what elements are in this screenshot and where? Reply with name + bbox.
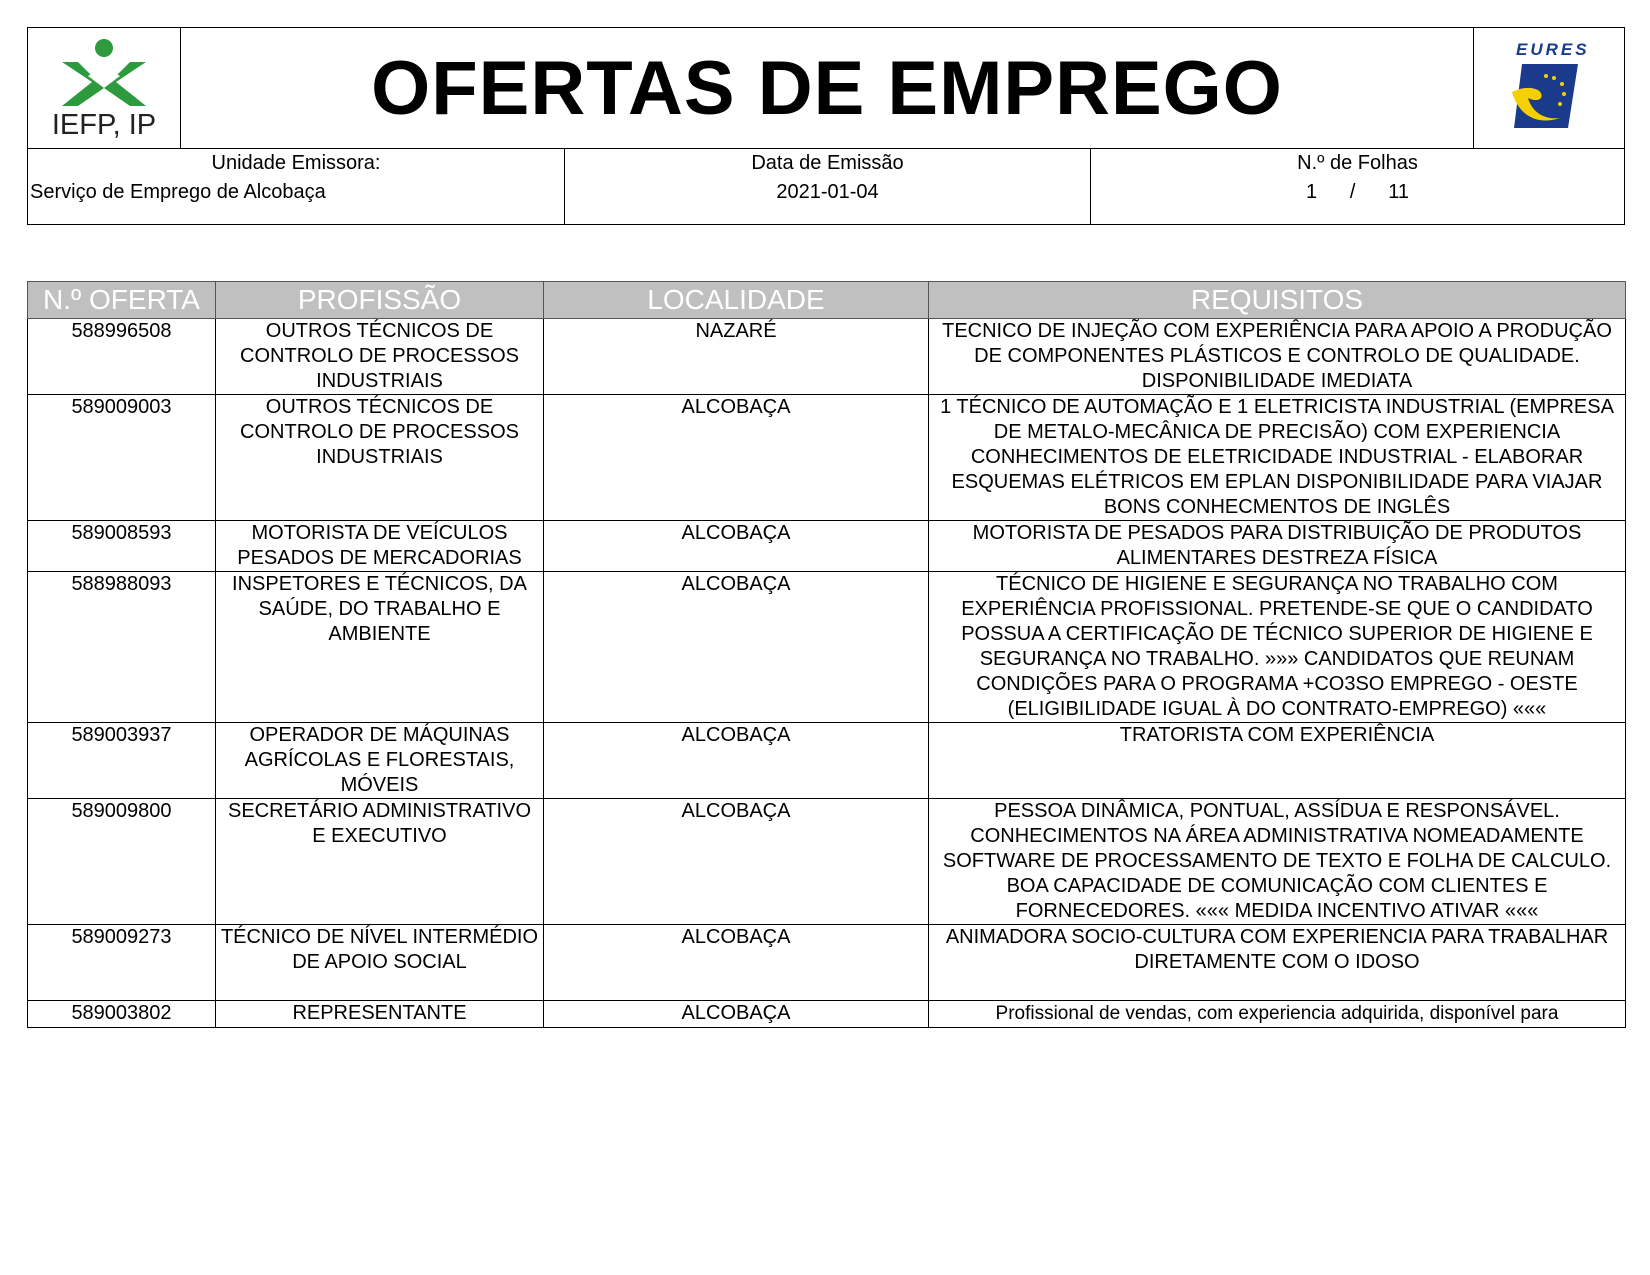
requisitos-cell: Profissional de vendas, com experiencia adquirida, disponível para [929,1001,1626,1028]
folha-atual: 1 [1305,181,1318,203]
unidade-value: Serviço de Emprego de Alcobaça [30,181,326,203]
localidade-cell: ALCOBAÇA [544,395,929,521]
header-profissao: PROFISSÃO [216,282,544,319]
table-row [28,319,1626,395]
requisitos-cell: TRATORISTA COM EXPERIÊNCIA [929,723,1626,799]
oferta-cell: 589003937 [28,723,216,799]
requisitos-cell: ANIMADORA SOCIO-CULTURA COM EXPERIENCIA PARA TRABALHAR DIRETAMENTE COM O IDOSO [929,925,1626,1001]
eures-logo-icon [1474,28,1624,148]
oferta-cell: 589008593 [28,521,216,572]
folha-separator: / [1349,181,1356,203]
document-header [27,27,1625,149]
localidade-cell: ALCOBAÇA [544,723,929,799]
table-row [28,1001,1626,1028]
localidade-cell: ALCOBAÇA [544,521,929,572]
profissao-cell: REPRESENTANTE [216,1001,544,1028]
data-value: 2021-01-04 [776,181,879,203]
requisitos-cell: MOTORISTA DE PESADOS PARA DISTRIBUIÇÃO DE PRODUTOS ALIMENTARES DESTREZA FÍSICA [929,521,1626,572]
profissao-cell: OUTROS TÉCNICOS DE CONTROLO DE PROCESSOS INDUSTRIAIS [216,395,544,521]
localidade-cell: NAZARÉ [544,319,929,395]
table-row [28,572,1626,723]
data-emissao [565,148,1091,224]
oferta-cell: 589009003 [28,395,216,521]
requisitos-cell: 1 TÉCNICO DE AUTOMAÇÃO E 1 ELETRICISTA INDUSTRIAL (EMPRESA DE METALO-MECÂNICA DE PRECISÃO) COM EXPERIENCIA CONHECIMENTOS DE ELETRICIDADE INDUSTRIAL - ELABORAR ESQUEMAS ELÉTRICOS EM EPLAN DISPONIBILIDADE PARA VIAJAR BONS CONHECMENTOS DE INGLÊS [929,395,1626,521]
table-row [28,521,1626,572]
folhas-label: N.º de Folhas [1297,152,1418,174]
profissao-cell: MOTORISTA DE VEÍCULOS PESADOS DE MERCADORIAS [216,521,544,572]
profissao-cell: OPERADOR DE MÁQUINAS AGRÍCOLAS E FLORESTAIS, MÓVEIS [216,723,544,799]
data-label: Data de Emissão [751,152,904,174]
profissao-cell: SECRETÁRIO ADMINISTRATIVO E EXECUTIVO [216,799,544,925]
requisitos-cell: TÉCNICO DE HIGIENE E SEGURANÇA NO TRABALHO COM EXPERIÊNCIA PROFISSIONAL. PRETENDE-SE QUE O CANDIDATO POSSUA A CERTIFICAÇÃO DE TÉCNICO SUPERIOR DE HIGIENE E SEGURANÇA NO TRABALHO. »»» CANDIDATOS QUE REUNAM CONDIÇÕES PARA O PROGRAMA +CO3SO EMPREGO - OESTE (ELIGIBILIDADE IGUAL À DO CONTRATO-EMPREGO) ««« [929,572,1626,723]
numero-folhas [1091,148,1624,224]
oferta-cell: 589009800 [28,799,216,925]
localidade-cell: ALCOBAÇA [544,799,929,925]
page-title: OFERTAS DE EMPREGO [371,45,1283,131]
eures-logo-text: EURES [1516,40,1590,59]
iefp-logo [28,28,181,148]
profissao-cell: OUTROS TÉCNICOS DE CONTROLO DE PROCESSOS INDUSTRIAIS [216,319,544,395]
iefp-logo-text: IEFP, IP [51,109,157,141]
table-row [28,395,1626,521]
localidade-cell: ALCOBAÇA [544,1001,929,1028]
table-row [28,799,1626,925]
localidade-cell: ALCOBAÇA [544,572,929,723]
table-row [28,723,1626,799]
folhas-total: 11 [1388,181,1409,203]
header-localidade: LOCALIDADE [544,282,929,319]
oferta-cell: 588996508 [28,319,216,395]
header-oferta: N.º OFERTA [28,282,216,319]
oferta-cell: 589003802 [28,1001,216,1028]
profissao-cell: INSPETORES E TÉCNICOS, DA SAÚDE, DO TRABALHO E AMBIENTE [216,572,544,723]
header-requisitos: REQUISITOS [929,282,1626,319]
unidade-label: Unidade Emissora: [211,152,381,174]
table-header-row [28,282,1626,319]
offers-table [27,281,1626,1028]
table-row [28,925,1626,1001]
eures-logo [1473,28,1624,148]
oferta-cell: 589009273 [28,925,216,1001]
oferta-cell: 588988093 [28,572,216,723]
document-info [27,148,1625,225]
unidade-emissora [28,148,565,224]
localidade-cell: ALCOBAÇA [544,925,929,1001]
requisitos-cell: TECNICO DE INJEÇÃO COM EXPERIÊNCIA PARA APOIO A PRODUÇÃO DE COMPONENTES PLÁSTICOS E CONTROLO DE QUALIDADE. DISPONIBILIDADE IMEDIATA [929,319,1626,395]
requisitos-cell: PESSOA DINÂMICA, PONTUAL, ASSÍDUA E RESPONSÁVEL. CONHECIMENTOS NA ÁREA ADMINISTRATIVA NOMEADAMENTE SOFTWARE DE PROCESSAMENTO DE TEXTO E FOLHA DE CALCULO. BOA CAPACIDADE DE COMUNICAÇÃO COM CLIENTES E FORNECEDORES. ««« MEDIDA INCENTIVO ATIVAR ««« [929,799,1626,925]
profissao-cell: TÉCNICO DE NÍVEL INTERMÉDIO DE APOIO SOCIAL [216,925,544,1001]
